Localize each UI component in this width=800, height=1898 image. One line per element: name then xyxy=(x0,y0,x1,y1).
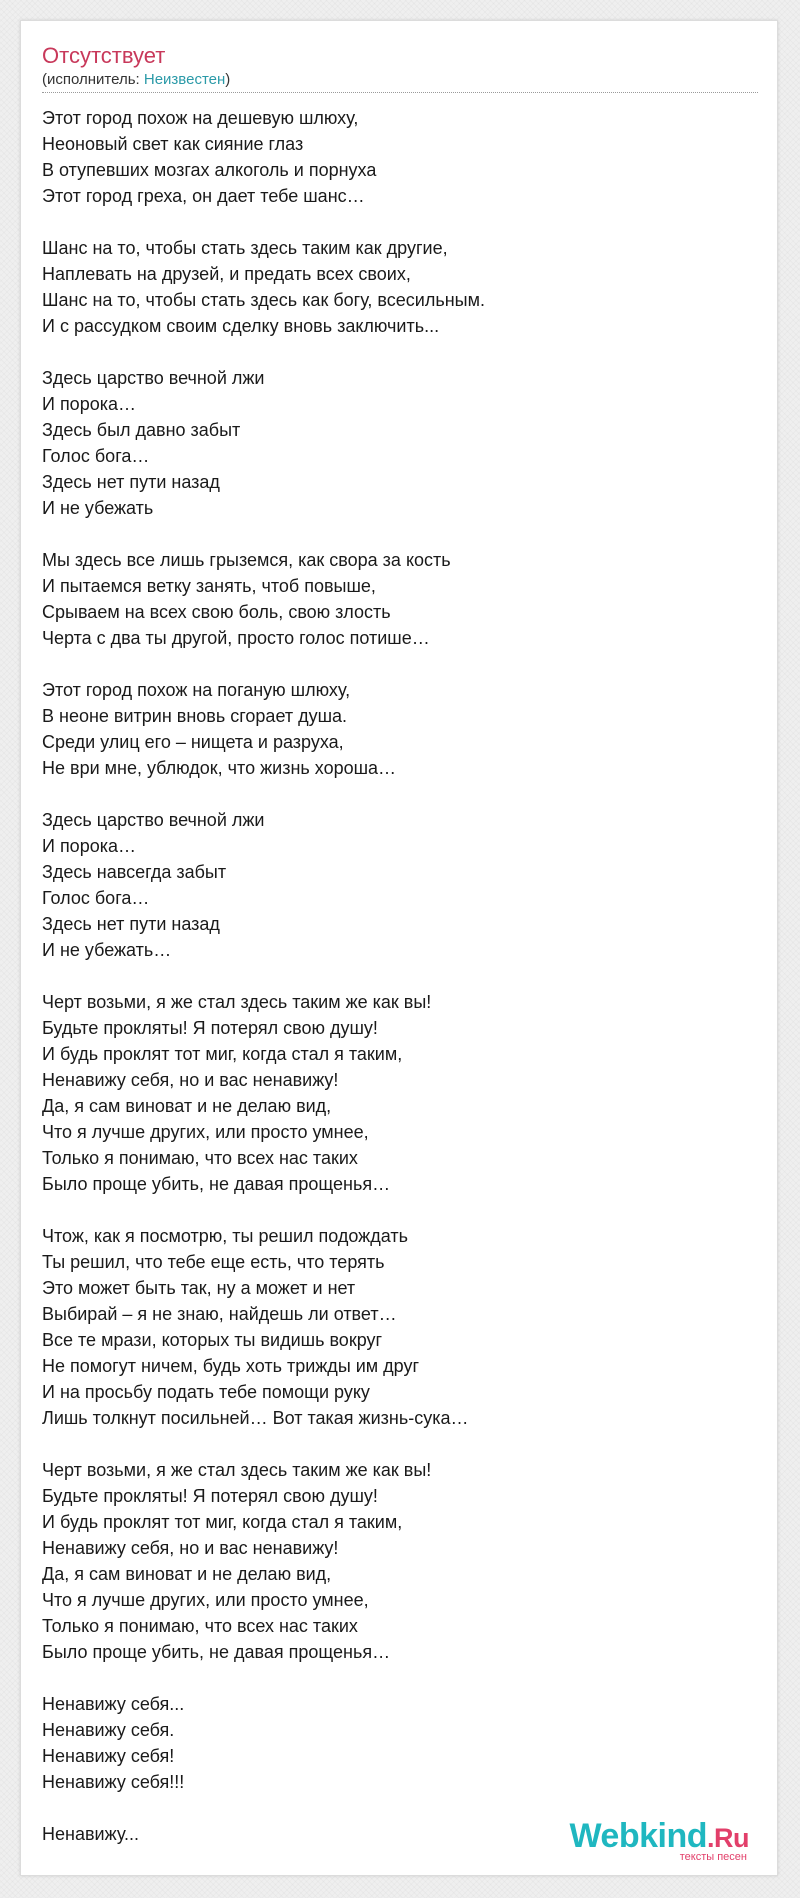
lyrics-line: Черт возьми, я же стал здесь таким же как вы! xyxy=(42,992,432,1012)
logo-wordmark xyxy=(569,1819,749,1855)
lyrics-line: Черта с два ты другой, просто голос потише… xyxy=(42,628,430,648)
lyrics-stanza xyxy=(42,1223,758,1431)
logo-tld-text: .Ru xyxy=(707,1823,749,1853)
lyrics-line: Ненавижу себя!!! xyxy=(42,1772,185,1792)
lyrics-line: Ненавижу себя, но и вас ненавижу! xyxy=(42,1070,339,1090)
lyrics-line: Мы здесь все лишь грыземся, как свора за кость xyxy=(42,550,451,570)
lyrics-line: Здесь царство вечной лжи xyxy=(42,368,265,388)
lyrics-line: Было проще убить, не давая прощенья… xyxy=(42,1174,391,1194)
song-header xyxy=(42,43,758,89)
lyrics-stanza xyxy=(42,1691,758,1795)
lyrics-line: Только я понимаю, что всех нас таких xyxy=(42,1616,358,1636)
lyrics-line: Да, я сам виноват и не делаю вид, xyxy=(42,1564,332,1584)
lyrics-line: Шанс на то, чтобы стать здесь таким как другие, xyxy=(42,238,448,258)
lyrics-line: Да, я сам виноват и не делаю вид, xyxy=(42,1096,332,1116)
lyrics-line: Ненавижу себя... xyxy=(42,1694,185,1714)
artist-link[interactable]: Неизвестен xyxy=(143,71,226,88)
lyrics-line: И на просьбу подать тебе помощи руку xyxy=(42,1382,370,1402)
lyrics-line: Этот город похож на поганую шлюху, xyxy=(42,680,351,700)
lyrics-line: Этот город греха, он дает тебе шанс… xyxy=(42,186,365,206)
lyrics-line: В неоне витрин вновь сгорает душа. xyxy=(42,706,348,726)
lyrics-line: Шанс на то, чтобы стать здесь как богу, всесильным. xyxy=(42,290,485,310)
lyrics-stanza xyxy=(42,807,758,963)
lyrics-line: Все те мрази, которых ты видишь вокруг xyxy=(42,1330,383,1350)
lyrics-stanza xyxy=(42,105,758,209)
lyrics-line: Что я лучше других, или просто умнее, xyxy=(42,1590,369,1610)
lyrics-line: И будь проклят тот миг, когда стал я таким, xyxy=(42,1512,403,1532)
lyrics-card xyxy=(20,20,778,1876)
logo-main-text: Webkind xyxy=(569,1817,707,1855)
lyrics-stanza xyxy=(42,365,758,521)
lyrics-line: Лишь толкнут посильней… Вот такая жизнь-сука… xyxy=(42,1408,469,1428)
lyrics-line: И не убежать… xyxy=(42,940,172,960)
lyrics-line: Ненавижу себя! xyxy=(42,1746,175,1766)
lyrics-line: Ненавижу себя, но и вас ненавижу! xyxy=(42,1538,339,1558)
lyrics-line: Чтож, как я посмотрю, ты решил подождать xyxy=(42,1226,408,1246)
lyrics-line: И не убежать xyxy=(42,498,154,518)
lyrics-line: Ненавижу себя. xyxy=(42,1720,175,1740)
header-divider xyxy=(42,92,758,93)
lyrics-stanza xyxy=(42,1457,758,1665)
lyrics-line: И с рассудком своим сделку вновь заключить... xyxy=(42,316,440,336)
lyrics-line: Не помогут ничем, будь хоть трижды им друг xyxy=(42,1356,420,1376)
lyrics-line: В отупевших мозгах алкоголь и порнуха xyxy=(42,160,377,180)
lyrics-line: Здесь был давно забыт xyxy=(42,420,241,440)
lyrics-line: И пытаемся ветку занять, чтоб повыше, xyxy=(42,576,376,596)
lyrics-line: Что я лучше других, или просто умнее, xyxy=(42,1122,369,1142)
lyrics-line: Ненавижу... xyxy=(42,1824,140,1844)
lyrics-line: Ты решил, что тебе еще есть, что терять xyxy=(42,1252,385,1272)
artist-suffix: ) xyxy=(225,71,231,88)
lyrics-stanza xyxy=(42,547,758,651)
artist-prefix: (исполнитель: xyxy=(42,71,144,88)
lyrics-line: И будь проклят тот миг, когда стал я таким, xyxy=(42,1044,403,1064)
lyrics-stanza xyxy=(42,677,758,781)
webkind-logo[interactable] xyxy=(569,1819,749,1863)
lyrics-line: Будьте прокляты! Я потерял свою душу! xyxy=(42,1486,378,1506)
lyrics-line: Не ври мне, ублюдок, что жизнь хороша… xyxy=(42,758,397,778)
lyrics-line: Неоновый свет как сияние глаз xyxy=(42,134,304,154)
artist-line xyxy=(42,71,758,89)
song-title: Отсутствует xyxy=(42,43,166,68)
lyrics-line: Черт возьми, я же стал здесь таким же как вы! xyxy=(42,1460,432,1480)
lyrics-line: Среди улиц его – нищета и разруха, xyxy=(42,732,344,752)
lyrics-text xyxy=(42,105,758,1847)
lyrics-line: Было проще убить, не давая прощенья… xyxy=(42,1642,391,1662)
lyrics-line: Будьте прокляты! Я потерял свою душу! xyxy=(42,1018,378,1038)
lyrics-line: Голос бога… xyxy=(42,888,150,908)
lyrics-line: Здесь царство вечной лжи xyxy=(42,810,265,830)
logo-subtitle: тексты песен xyxy=(679,1851,747,1863)
lyrics-line: Этот город похож на дешевую шлюху, xyxy=(42,108,359,128)
lyrics-line: Здесь нет пути назад xyxy=(42,914,220,934)
lyrics-line: Здесь нет пути назад xyxy=(42,472,220,492)
lyrics-stanza xyxy=(42,989,758,1197)
lyrics-line: Наплевать на друзей, и предать всех своих, xyxy=(42,264,411,284)
lyrics-line: Срываем на всех свою боль, свою злость xyxy=(42,602,391,622)
lyrics-line: И порока… xyxy=(42,836,136,856)
lyrics-line: Выбирай – я не знаю, найдешь ли ответ… xyxy=(42,1304,397,1324)
lyrics-line: Это может быть так, ну а может и нет xyxy=(42,1278,356,1298)
lyrics-line: Голос бога… xyxy=(42,446,150,466)
lyrics-line: И порока… xyxy=(42,394,136,414)
lyrics-stanza xyxy=(42,235,758,339)
lyrics-line: Здесь навсегда забыт xyxy=(42,862,227,882)
lyrics-line: Только я понимаю, что всех нас таких xyxy=(42,1148,358,1168)
